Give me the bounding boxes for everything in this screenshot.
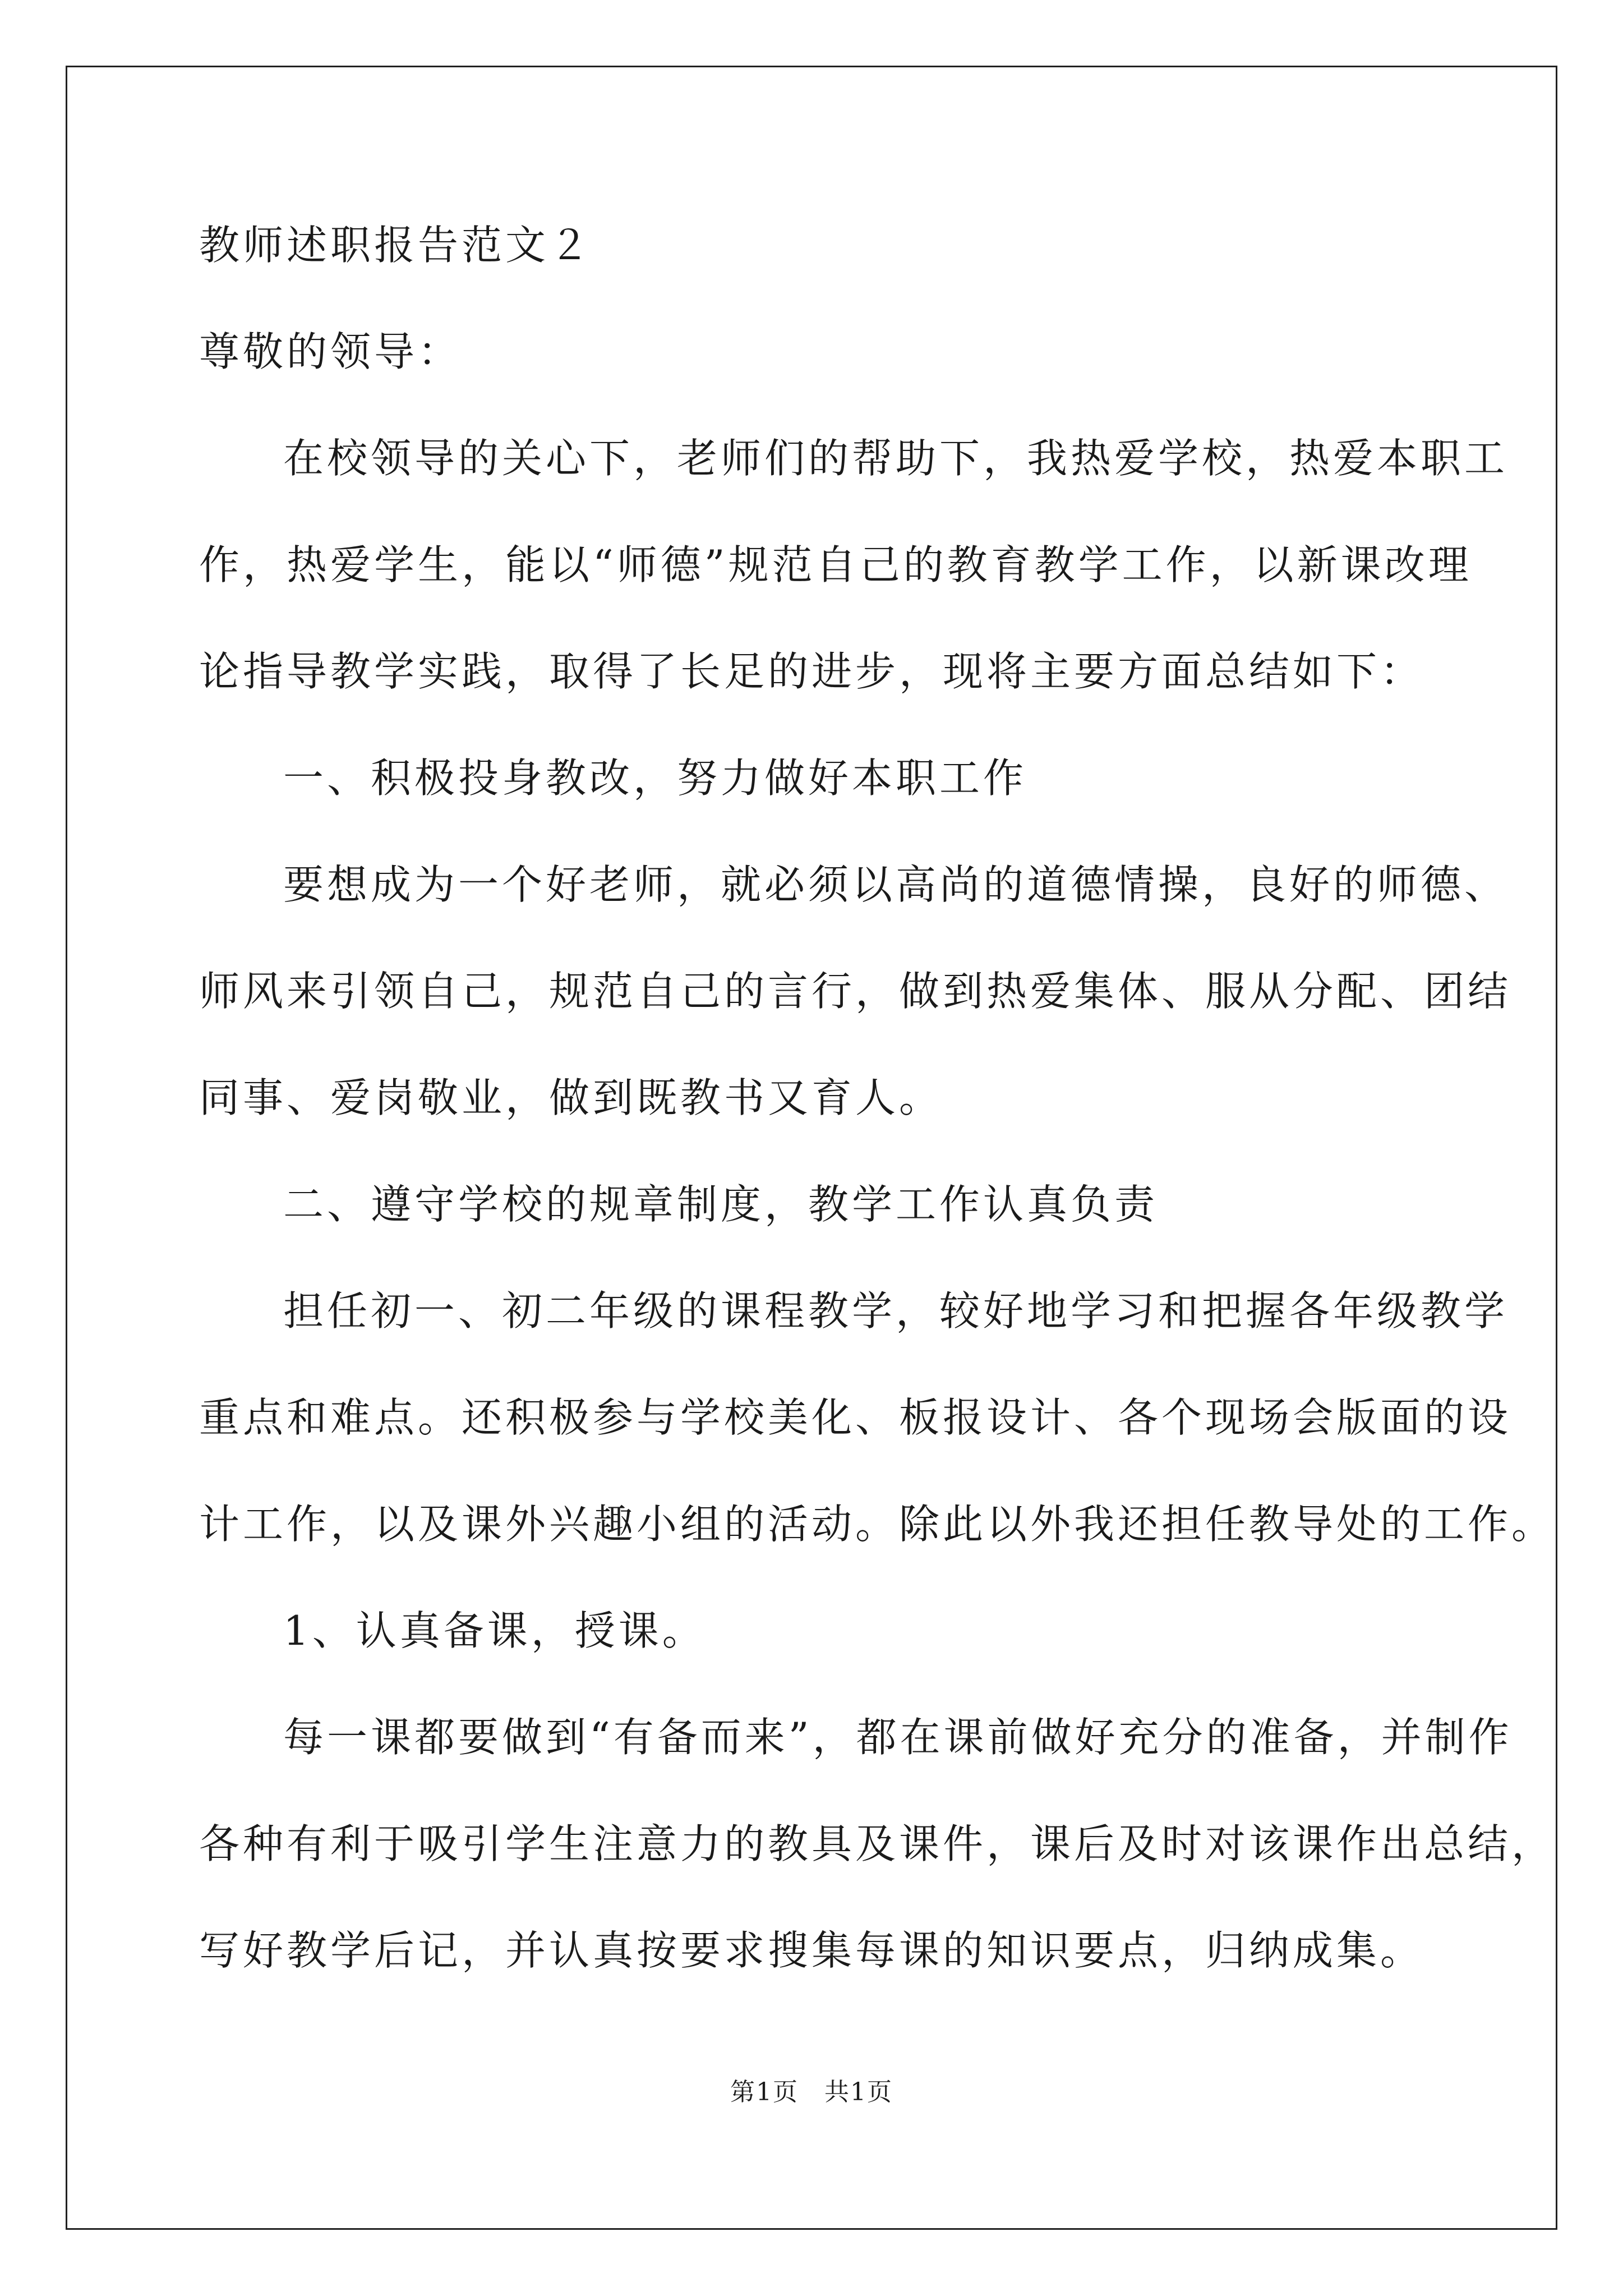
page-border — [66, 66, 1557, 2230]
document-title: 教师述职报告范文２ — [199, 222, 593, 269]
section-heading: 二、遵守学校的规章制度，教学工作认真负责 — [283, 1181, 1159, 1228]
paragraph-line: 写好教学后记，并认真按要求搜集每课的知识要点，归纳成集。 — [199, 1927, 1424, 1974]
greeting: 尊敬的领导： — [199, 328, 462, 375]
paragraph-line: 同事、爱岗敬业，做到既教书又育人。 — [199, 1074, 943, 1121]
paragraph-line: 每一课都要做到“有备而来”，都在课前做好充分的准备，并制作 — [283, 1714, 1513, 1761]
paragraph-line: 在校领导的关心下，老师们的帮助下，我热爱学校，热爱本职工 — [283, 435, 1509, 482]
paragraph-line: 论指导教学实践，取得了长足的进步，现将主要方面总结如下： — [199, 648, 1424, 695]
paragraph-line: 重点和难点。还积极参与学校美化、板报设计、各个现场会版面的设 — [199, 1394, 1512, 1441]
paragraph-line: 作，热爱学生，能以“师德”规范自己的教育教学工作，以新课改理 — [199, 541, 1472, 588]
section-heading: 一、积极投身教改，努力做好本职工作 — [283, 754, 1027, 802]
paragraph-line: 师风来引领自己，规范自己的言行，做到热爱集体、服从分配、团结 — [199, 968, 1512, 1015]
subsection-heading: 1、认真备课，授课。 — [283, 1607, 706, 1654]
paragraph-line: 各种有利于吸引学生注意力的教具及课件，课后及时对该课作出总结， — [199, 1820, 1556, 1867]
paragraph-line: 要想成为一个好老师，就必须以高尚的道德情操，良好的师德、 — [283, 861, 1509, 908]
paragraph-line: 计工作，以及课外兴趣小组的活动。除此以外我还担任教导处的工作。 — [199, 1501, 1556, 1548]
page-footer: 第1页 共1页 — [730, 2078, 893, 2106]
paragraph-line: 担任初一、初二年级的课程教学，较好地学习和把握各年级教学 — [283, 1287, 1509, 1335]
